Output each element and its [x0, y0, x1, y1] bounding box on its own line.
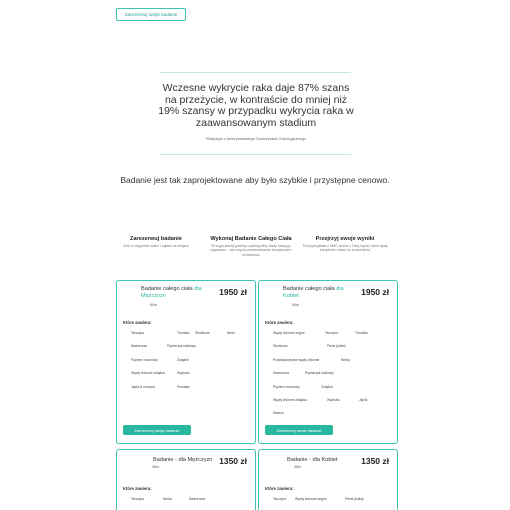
step-text: W ciągu jednej godziny uzyskaj pełny obraz swojego organizmu – bez użycia promieniowania, bezpiecznie i komfortowo	[210, 244, 292, 257]
card-price: 1350 zł	[361, 456, 389, 466]
step-text: Twój specjalista z HMC omówi z Tobą wyniki, które będą kompletne i łatwe do zrozumienia	[302, 244, 388, 253]
card-item: Piersi (tutka)	[327, 344, 346, 348]
card-book-button[interactable]: Zarezerwuj swoje badanie	[123, 425, 191, 435]
card-item: Żołądek	[321, 385, 333, 389]
hero-headline: Wczesne wykrycie raka daje 87% szans na przeżycie, w kontraście do mniej niż 19% szansy w przypadku wykrycia raka w zaawansowanym stadium	[158, 82, 354, 129]
card-title-main: Badanie całego ciała	[141, 286, 193, 292]
card-title-accent: dla Mężczyzn	[141, 286, 202, 299]
card-item: Nadnercza	[131, 344, 147, 348]
card-price: 1950 zł	[361, 287, 389, 297]
card-item: Tarczyca	[131, 497, 145, 501]
card-item: Nadnercza	[273, 371, 289, 375]
divider-bottom	[160, 154, 351, 155]
card-duration: 60m	[150, 303, 157, 307]
card-item: Węzły chłonne żołądka	[273, 398, 307, 402]
package-card-men-full	[116, 280, 256, 444]
card-duration: 60m	[292, 303, 299, 307]
card-item: Tarczyca	[325, 331, 339, 335]
card-item: Węzły chłonne szyjne	[273, 331, 305, 335]
package-card-women-full	[258, 280, 398, 444]
card-item: Nerka	[163, 497, 172, 501]
card-item: Wątroba	[327, 398, 340, 402]
card-item: Trzustka	[177, 331, 190, 335]
card-item: Jajnik	[359, 398, 368, 402]
card-title-main: Badanie całego ciała	[283, 286, 335, 292]
card-includes-label: Które zawiera:	[265, 486, 294, 491]
card-item: Węzły chłonne żołądka	[131, 371, 165, 375]
card-includes-label: Które zawiera:	[123, 320, 152, 325]
step-title: Zarezerwuj badanie	[130, 236, 182, 242]
card-item: Macica	[273, 411, 284, 415]
card-item: Tarczyca	[273, 497, 287, 501]
card-title-accent: dla Kobiet	[283, 286, 344, 299]
step-title: Przejrzyj swoje wyniki	[315, 236, 375, 242]
card-duration: 35m	[294, 465, 301, 469]
card-item: Pęcherzyk żółciowy	[167, 344, 196, 348]
step-results	[300, 236, 390, 253]
card-book-button[interactable]: Zarezerwuj swoje badanie	[265, 425, 333, 435]
card-price: 1950 zł	[219, 287, 247, 297]
card-item: Piersi (tutka)	[345, 497, 364, 501]
step-book	[111, 236, 201, 248]
card-item: Nerki	[227, 331, 235, 335]
book-exam-button[interactable]: Zarezerwuj swoje badanie	[116, 8, 186, 21]
card-item: Węzły chłonne szyjne	[295, 497, 327, 501]
card-title: Badanie - dla Mężczyzn	[153, 457, 213, 463]
card-title	[283, 286, 351, 300]
card-item: Śledziona	[273, 344, 288, 348]
card-title: Badanie - dla Kobiet	[287, 457, 338, 463]
step-text: Zrób to wygodnie online i zapłać na miejscu	[123, 244, 189, 248]
card-price: 1350 zł	[219, 456, 247, 466]
section-subheadline: Badanie jest tak zaprojektowane aby było szybkie i przystępne cenowo.	[120, 175, 390, 185]
card-item: Nadnercza	[189, 497, 205, 501]
step-scan	[205, 236, 297, 257]
package-card-men-basic	[116, 449, 256, 510]
card-item: Prostata	[177, 385, 190, 389]
card-item: Żołądek	[177, 358, 189, 362]
divider-top	[160, 72, 351, 73]
card-item: Nerka	[341, 358, 350, 362]
card-item: Trzustka	[355, 331, 368, 335]
card-includes-label: Które zawiera:	[265, 320, 294, 325]
card-item: Pęcherz moczowy	[273, 385, 300, 389]
card-title	[141, 286, 209, 300]
card-item: Śledziona	[195, 331, 210, 335]
step-title: Wykonaj Badanie Całego Ciała	[210, 236, 292, 242]
card-duration: 35m	[152, 465, 159, 469]
hero-footnote: *Statystyki z Amerykańskiego Towarzystwa Onkologicznego	[205, 137, 306, 141]
card-item: Podobojczykowe węzły chłonne	[273, 358, 320, 362]
package-card-women-basic	[258, 449, 398, 510]
card-item: Jądra & moszna	[131, 385, 155, 389]
card-includes-label: Które zawiera:	[123, 486, 152, 491]
card-item: Pęcherz moczowy	[131, 358, 158, 362]
card-item: Pęcherzyk żółciowy	[305, 371, 334, 375]
card-item: Tarczyca	[131, 331, 145, 335]
card-item: Wątroba	[177, 371, 190, 375]
